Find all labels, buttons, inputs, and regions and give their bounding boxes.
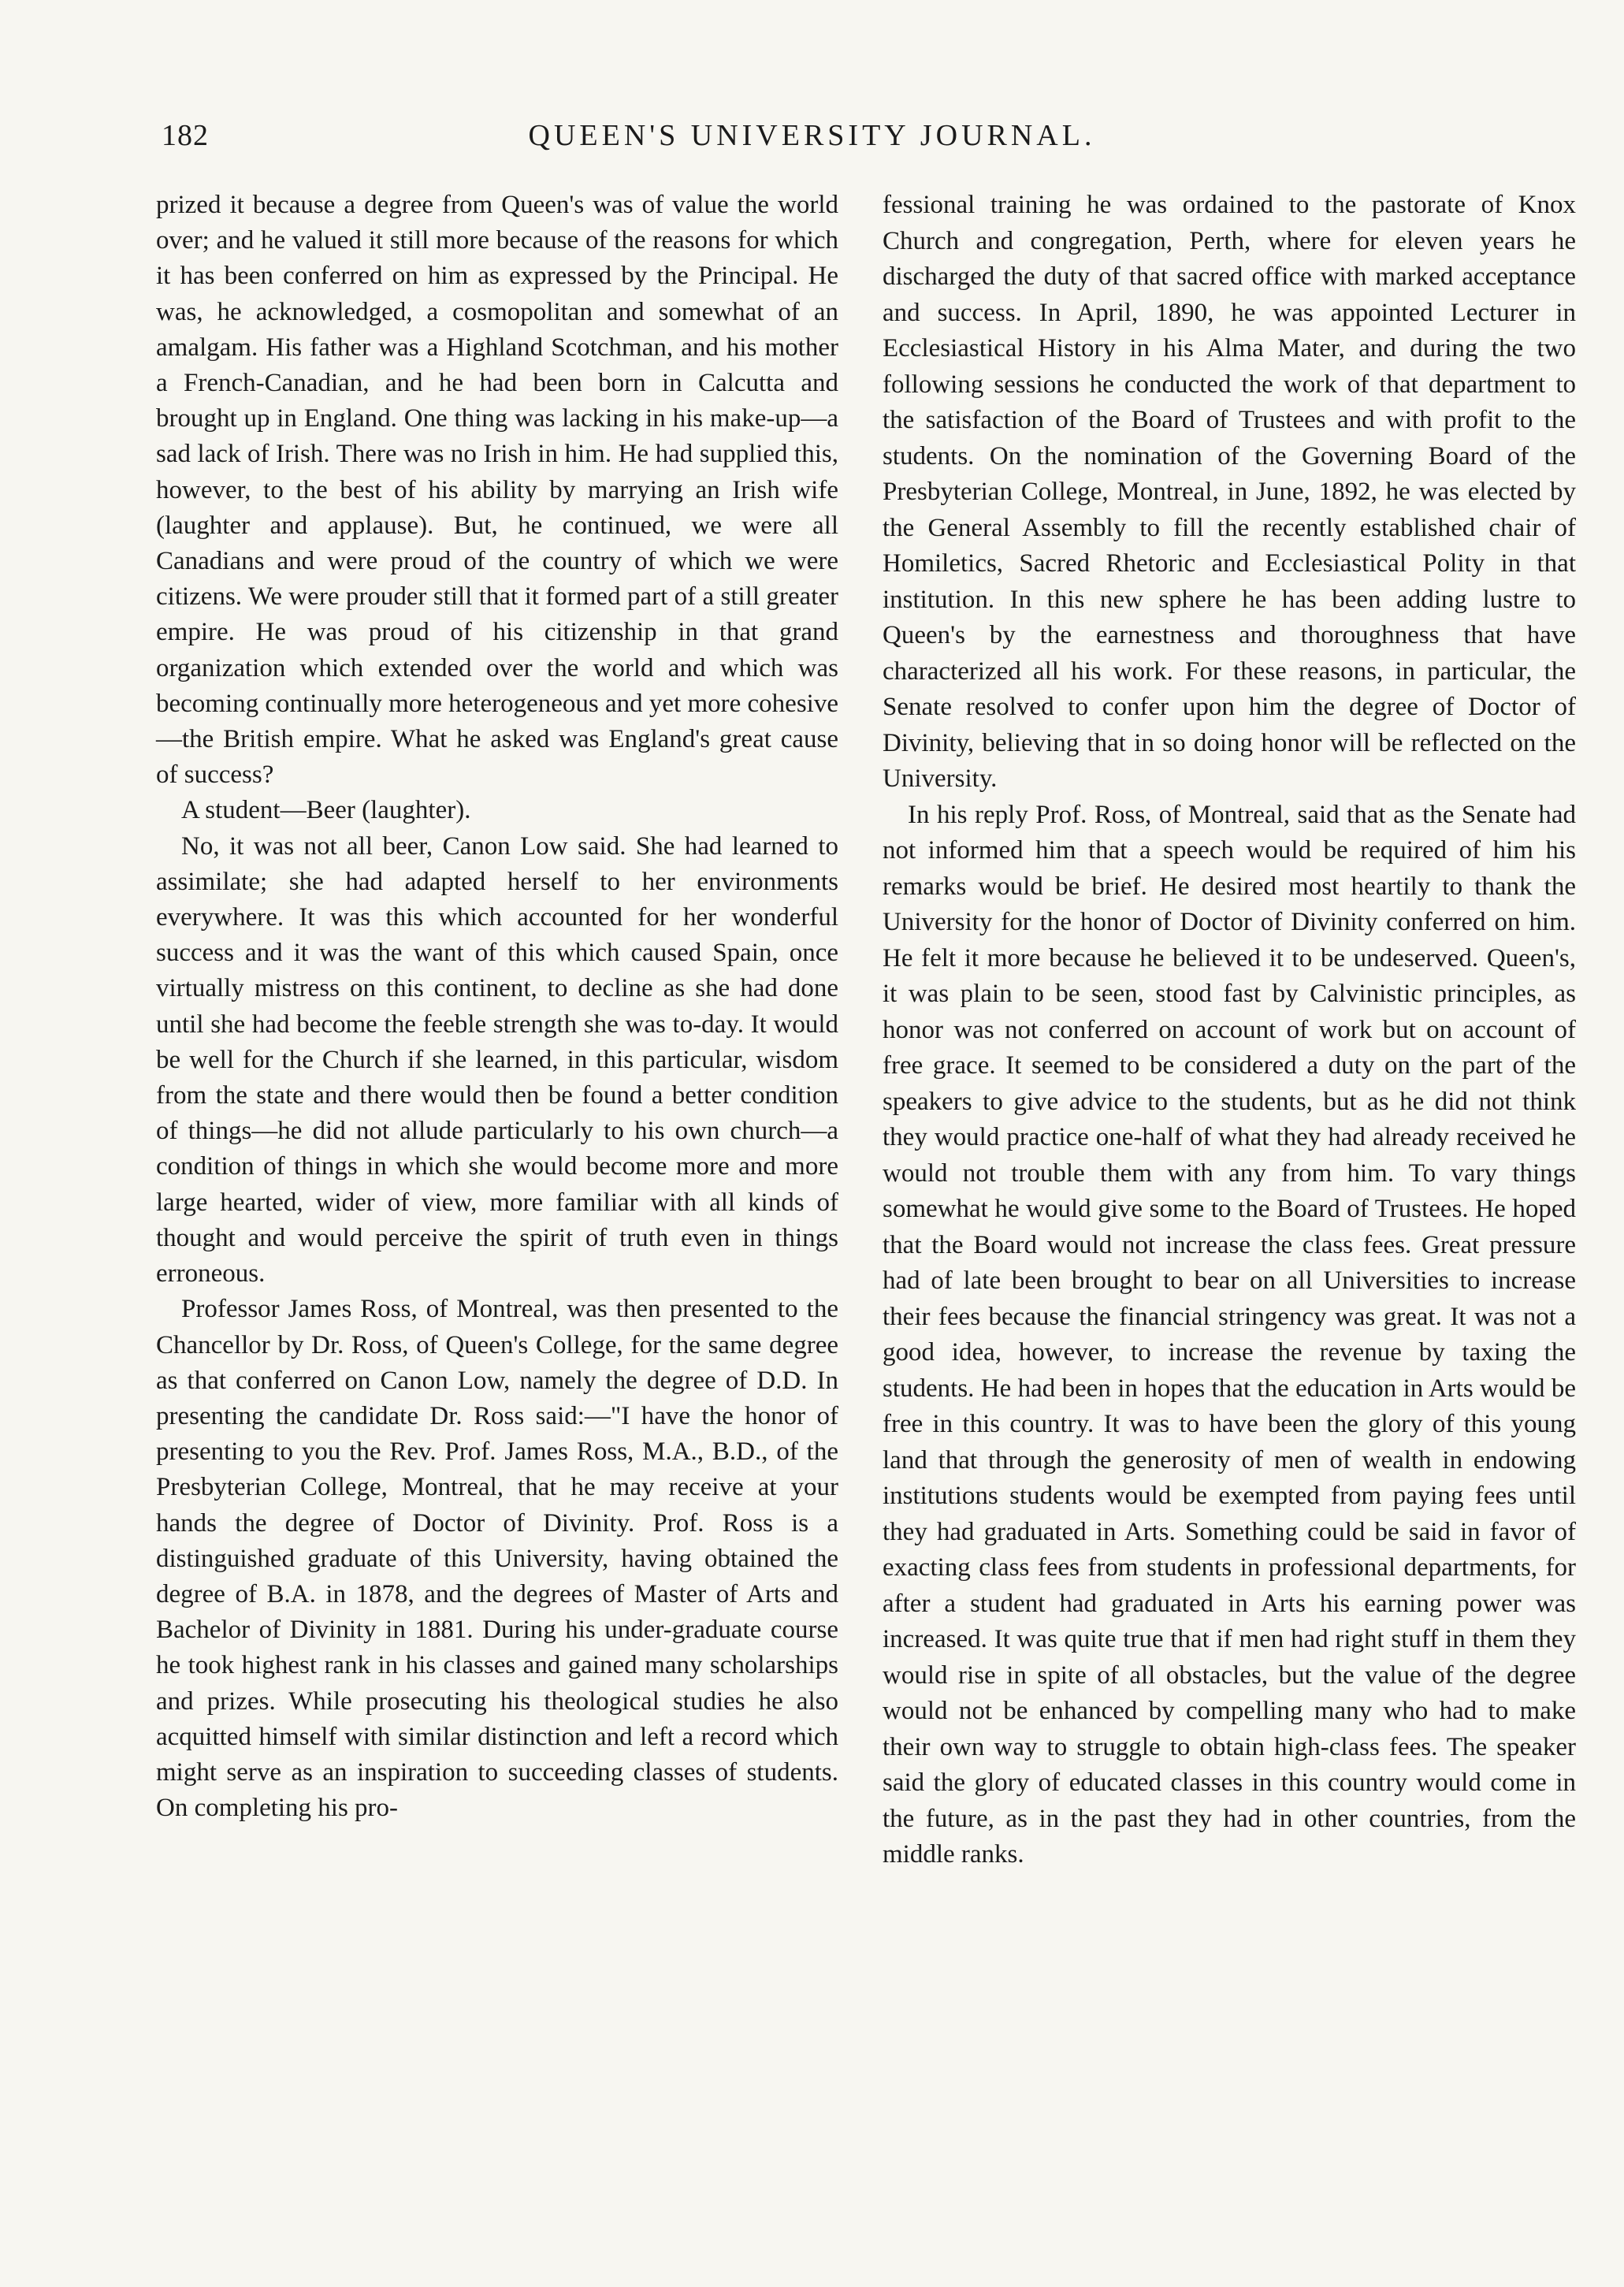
right-column [883,188,1576,1873]
left-column [156,188,838,1826]
paragraph: prized it because a degree from Queen's was of value the world over; and he valued it still more because of the reasons for which it has been conferred on him as expressed by the Principal. He was, he acknowledged, a cosmopolitan and somewhat of an amalgam. His father was a Highland Scotchman, and his mother a French-Canadian, and he had been born in Calcutta and brought up in England. One thing was lacking in his make-up—a sad lack of Irish. There was no Irish in him. He had supplied this, however, to the best of his ability by marrying an Irish wife (laughter and applause). But, he continued, we were all Canadians and were proud of the country of which we were citizens. We were prouder still that it formed part of a still greater empire. He was proud of his citizenship in that grand organization which extended over the world and which was becoming continually more heterogeneous and yet more cohesive—the British empire. What he asked was England's great cause of success? [156,191,838,790]
paragraph: In his reply Prof. Ross, of Montreal, said that as the Senate had not informed him that a speech would be required of him his remarks would be brief. He desired most heartily to thank the University for the honor of Doctor of Divinity conferred on him. He felt it more because he believed it to be undeserved. Queen's, it was plain to be seen, stood fast by Calvinistic principles, as honor was not conferred on account of work but on account of free grace. It seemed to be considered a duty on the part of the speakers to give advice to the students, but as he did not think they would practice one-half of what they had already received he would not trouble them with any from him. To vary things somewhat he would give some to the Board of Trustees. He hoped that the Board would not increase the class fees. Great pressure had of late been brought to bear on all Universities to increase their fees because the financial stringency was great. It was not a good idea, however, to increase the revenue by taxing the students. He had been in hopes that the education in Arts would be free in this country. It was to have been the glory of this young land that through the generosity of men of wealth in endowing institutions students would be exempted from paying fees until they had graduated in Arts. Something could be said in favor of exacting class fees from students in professional departments, for after a student had graduated in Arts his earning power was increased. It was quite true that if men had right stuff in them they would rise in spite of all obstacles, but the value of the degree would not be enhanced by compelling many who had to make their own way to struggle to obtain high-class fees. The speaker said the glory of educated classes in this country would come in the future, as in the past they had in other countries, from the middle ranks. [883,800,1576,1869]
paragraph: Professor James Ross, of Montreal, was then presented to the Chancellor by Dr. Ross, of Queen's College, for the same degree as that conferred on Canon Low, namely the degree of D.D. In presenting the candidate Dr. Ross said:—"I have the honor of presenting to you the Rev. Prof. James Ross, M.A., B.D., of the Presbyterian College, Montreal, that he may receive at your hands the degree of Doctor of Divinity. Prof. Ross is a distinguished graduate of this University, having obtained the degree of B.A. in 1878, and the degrees of Master of Arts and Bachelor of Divinity in 1881. During his under-graduate course he took highest rank in his classes and gained many scholarships and prizes. While prosecuting his theological studies he also acquitted himself with similar distinction and left a record which might serve as an inspiration to succeeding classes of students. On completing his pro- [156,1295,838,1823]
paragraph: fessional training he was ordained to the pastorate of Knox Church and congregation, Perth, where for eleven years he discharged the duty of that sacred office with marked acceptance and success. In April, 1890, he was appointed Lecturer in Ecclesiastical History in his Alma Mater, and during the two following sessions he conducted the work of that department to the satisfaction of the Board of Trustees and with profit to the students. On the nomination of the Governing Board of the Presbyterian College, Montreal, in June, 1892, he was elected by the General Assembly to fill the recently established chair of Homiletics, Sacred Rhetoric and Ecclesiastical Polity in that institution. In this new sphere he has been adding lustre to Queen's by the earnestness and thoroughness that have characterized all his work. For these reasons, in particular, the Senate resolved to confer upon him the degree of Doctor of Divinity, believing that in so doing honor will be reflected on the University. [883,191,1576,793]
page-number: 182 [162,119,209,152]
paragraph: No, it was not all beer, Canon Low said. She had learned to assimilate; she had adapted herself to her environments everywhere. It was this which accounted for her wonderful success and it was the want of this which caused Spain, once virtually mistress on this continent, to decline as she had done until she had become the feeble strength she was to-day. It would be well for the Church if she learned, in this particular, wisdom from the state and there would then be found a better condition of things—he did not allude particularly to his own church—a condition of things in which she would become more and more large hearted, wider of view, more familiar with all kinds of thought and would perceive the spirit of truth even in things erroneous. [156,831,838,1289]
journal-title: QUEEN'S UNIVERSITY JOURNAL. [528,119,1096,152]
paragraph: A student—Beer (laughter). [181,796,471,825]
